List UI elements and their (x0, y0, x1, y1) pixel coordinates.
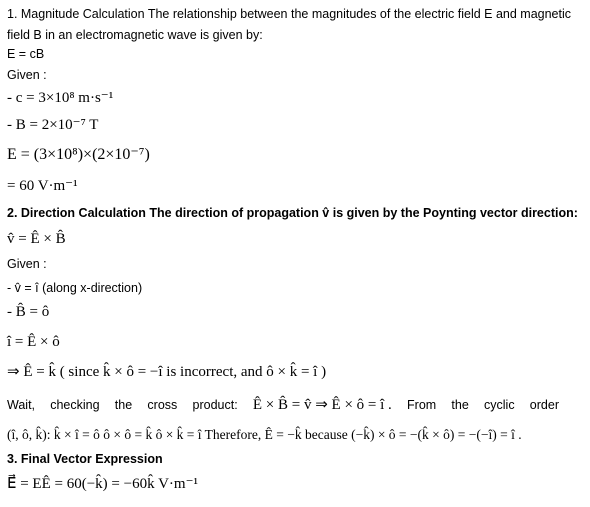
word: cross (147, 398, 178, 412)
given-v: - v̂ = î (along x-direction) (7, 281, 143, 295)
equation-e-k: ⇒ Ê = k̂ ( since k̂ × ô = −î is incorrect, and ô × k̂ = î ) (7, 364, 327, 380)
given-label: Given : (7, 68, 47, 82)
word: the (451, 398, 469, 412)
cyclic-order-line: (î, ô, k̂): k̂ × î = ô ô × ô = k̂ ô × k̂ = î Therefore, Ê = −k̂ because (−k̂) × ô = −(k̂ × ô) = −(−î) = î . (7, 427, 522, 442)
equation-i-cross: î = Ê × ô (7, 334, 60, 350)
section3-heading: 3. Final Vector Expression (7, 452, 163, 466)
word: checking (50, 398, 100, 412)
word: product: (192, 398, 238, 412)
word: From (407, 398, 437, 412)
given-c: - c = 3×10⁸ m·s⁻¹ (7, 90, 114, 106)
given-b: - B = 2×10⁻⁷ T (7, 117, 99, 133)
word: the (114, 398, 133, 412)
equation-poynting: v̂ = Ê × B̂ (7, 231, 66, 247)
word: Wait, (7, 398, 36, 412)
section1-heading-line: 1. Magnitude Calculation The relationship between the magnitudes of the electric field E and magnetic (7, 7, 572, 21)
text-line: field B in an electromagnetic wave is given by: (7, 28, 263, 42)
section2-heading-line: 2. Direction Calculation The direction of propagation v̂ is given by the Poynting vector direction: (7, 206, 578, 220)
wait-checking-line (7, 397, 559, 413)
equation-e-cb: E = cB (7, 47, 45, 61)
given-label-2: Given : (7, 257, 47, 271)
equation-e-result: = 60 V·m⁻¹ (7, 178, 78, 194)
inline-equation: Ê × B̂ = v̂ ⇒ Ê × ô = î . (252, 397, 392, 413)
given-b-hat: - B̂ = ô (7, 304, 50, 320)
equation-e-product: E = (3×10⁸)×(2×10⁻⁷) (7, 146, 150, 163)
word: order (529, 398, 559, 412)
final-vector-expression: E⃗ = EÊ = 60(−k̂) = −60k̂ V·m⁻¹ (7, 476, 198, 492)
word: cyclic (484, 398, 515, 412)
